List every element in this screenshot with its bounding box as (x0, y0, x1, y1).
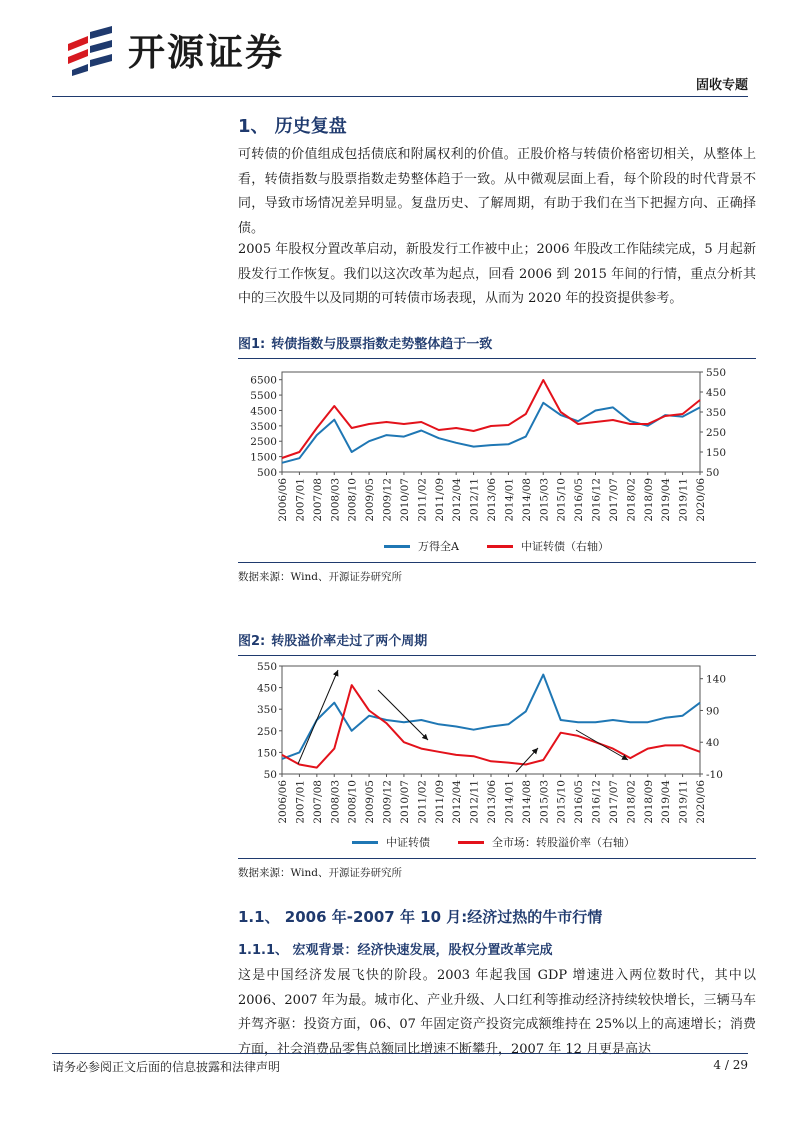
x-axis-tick-label: 2015/03 (538, 478, 551, 522)
legend-swatch-blue (352, 841, 378, 844)
x-axis-tick-label: 2009/05 (364, 780, 377, 824)
x-axis-tick-label: 2011/09 (433, 780, 446, 824)
figure2-chart (238, 660, 756, 832)
x-axis-tick-label: 2012/04 (451, 478, 464, 522)
x-axis-tick-label: 2013/06 (486, 478, 498, 522)
x-axis-tick-label: 2015/03 (538, 780, 551, 824)
legend-label: 万得全A (418, 540, 459, 553)
left-axis-tick-label: 500 (256, 467, 277, 479)
right-axis-tick-label: 50 (706, 467, 720, 479)
header-divider (52, 96, 748, 97)
subsection-heading: 1.1、 2006 年-2007 年 10 月:经济过热的牛市行情 (238, 908, 603, 926)
x-axis-tick-label: 2007/08 (311, 478, 324, 522)
x-axis-tick-label: 2020/06 (695, 478, 707, 522)
x-axis-tick-label: 2013/06 (486, 780, 498, 824)
left-axis-tick-label: 50 (263, 769, 277, 781)
right-axis-tick-label: 250 (706, 427, 727, 439)
left-axis-tick-label: 5500 (250, 390, 277, 403)
report-type: 固收专题 (695, 78, 748, 93)
right-axis-tick-label: -10 (706, 769, 723, 781)
x-axis-tick-label: 2007/01 (294, 780, 307, 824)
x-axis-tick-label: 2008/03 (329, 478, 342, 522)
x-axis-tick-label: 2014/08 (520, 780, 533, 824)
figure1-chart (238, 364, 756, 542)
x-axis-tick-label: 2018/02 (625, 478, 638, 522)
x-axis-tick-label: 2020/06 (695, 780, 707, 824)
right-axis-tick-label: 150 (706, 447, 727, 459)
figure1-legend (384, 538, 609, 554)
x-axis-tick-label: 2009/12 (381, 478, 394, 522)
legend-swatch-blue (384, 545, 410, 548)
right-axis-tick-label: 550 (706, 367, 727, 379)
figure1-label: 图1: (238, 337, 266, 352)
left-axis-tick-label: 550 (256, 661, 277, 673)
brand-name: 开源证券 (128, 31, 284, 74)
x-axis-tick-label: 2017/07 (607, 478, 620, 522)
x-axis-tick-label: 2014/01 (503, 478, 516, 522)
logo-icon (64, 26, 116, 76)
legend-label: 中证转债 (386, 836, 430, 849)
x-axis-tick-label: 2008/03 (329, 780, 342, 824)
x-axis-tick-label: 2018/02 (625, 780, 638, 824)
x-axis-tick-label: 2011/09 (433, 478, 446, 522)
plot-frame (282, 372, 700, 472)
section-heading: 1、 历史复盘 (238, 116, 347, 137)
legend-label: 全市场：转股溢价率（右轴） (492, 836, 635, 849)
paragraph-3: 这是中国经济发展飞快的阶段。2003 年起我国 GDP 增速进入两位数时代，其中以 2006、2007 年为最。城市化、产业升级、人口红利等推动经济持续较快增长，三辆马车并驾齐驱：投资方面，06、07 年固定资产投资完成额维持在 25%以上的高速增长；消费方面，社会消费品零售总额同比增速不断攀升，2007 年 12 月更是高达 (238, 968, 756, 1057)
x-axis-tick-label: 2006/06 (277, 478, 289, 522)
x-axis-tick-label: 2010/07 (398, 780, 411, 824)
x-axis-tick-label: 2012/04 (451, 780, 464, 824)
left-axis-tick-label: 1500 (250, 451, 277, 464)
legend-item (458, 834, 635, 850)
legend-swatch-red (458, 841, 484, 844)
x-axis-tick-label: 2019/04 (660, 478, 673, 522)
legend-item (352, 834, 430, 850)
page-number: 4 / 29 (713, 1058, 748, 1072)
figure2-legend (352, 834, 635, 850)
left-axis-tick-label: 2500 (250, 436, 277, 449)
footer-divider (52, 1053, 748, 1054)
x-axis-tick-label: 2018/09 (642, 780, 655, 824)
x-axis-tick-label: 2016/05 (573, 478, 586, 522)
x-axis-tick-label: 2014/08 (520, 478, 533, 522)
x-axis-tick-label: 2011/02 (416, 478, 429, 522)
footer-disclaimer: 请务必参阅正文后面的信息披露和法律声明 (52, 1060, 281, 1074)
x-axis-tick-label: 2008/10 (346, 478, 359, 522)
x-axis-tick-label: 2015/10 (555, 780, 568, 824)
subsubsection-heading: 1.1.1、 宏观背景：经济快速发展，股权分置改革完成 (238, 943, 553, 958)
left-axis-tick-label: 150 (256, 747, 277, 760)
x-axis-tick-label: 2019/04 (660, 780, 673, 824)
series-line-blue (282, 403, 700, 463)
left-axis-tick-label: 6500 (250, 374, 277, 387)
x-axis-tick-label: 2012/11 (468, 478, 481, 522)
right-axis-tick-label: 90 (706, 705, 720, 718)
left-axis-tick-label: 250 (256, 725, 277, 738)
x-axis-tick-label: 2012/11 (468, 780, 481, 824)
left-axis-tick-label: 350 (256, 704, 277, 717)
x-axis-tick-label: 2009/05 (364, 478, 377, 522)
x-axis-tick-label: 2006/06 (277, 780, 289, 824)
x-axis-tick-label: 2019/11 (677, 478, 690, 522)
figure1-source: 数据来源：Wind、开源证券研究所 (238, 562, 756, 584)
x-axis-tick-label: 2019/11 (677, 780, 690, 824)
legend-swatch-red (487, 545, 513, 548)
x-axis-tick-label: 2017/07 (607, 780, 620, 824)
left-axis-tick-label: 3500 (250, 420, 277, 433)
x-axis-tick-label: 2010/07 (398, 478, 411, 522)
right-axis-tick-label: 140 (706, 673, 727, 686)
trend-arrow (516, 748, 538, 772)
x-axis-tick-label: 2015/10 (555, 478, 568, 522)
left-axis-tick-label: 450 (256, 682, 277, 695)
legend-item (384, 538, 459, 554)
x-axis-tick-label: 2007/08 (311, 780, 324, 824)
x-axis-tick-label: 2016/12 (590, 478, 603, 522)
figure2-source: 数据来源：Wind、开源证券研究所 (238, 858, 756, 880)
right-axis-tick-label: 450 (706, 387, 727, 399)
figure2-title (238, 630, 756, 656)
x-axis-tick-label: 2008/10 (346, 780, 359, 824)
x-axis-tick-label: 2016/12 (590, 780, 603, 824)
figure1-title (238, 333, 756, 359)
x-axis-tick-label: 2009/12 (381, 780, 394, 824)
figure2-caption: 转股溢价率走过了两个周期 (271, 634, 428, 649)
x-axis-tick-label: 2011/02 (416, 780, 429, 824)
paragraph-1: 可转债的价值组成包括债底和附属权利的价值。正股价格与转债价格密切相关，从整体上看，转债指数与股票指数走势整体趋于一致。从中微观层面上看，每个阶段的时代背景不同，导致市场情况差异明显。复盘历史、了解周期，有助于我们在当下把握方向、正确择债。 (238, 147, 756, 236)
x-axis-tick-label: 2018/09 (642, 478, 655, 522)
figure2-label: 图2: (238, 634, 266, 649)
left-axis-tick-label: 4500 (250, 405, 277, 418)
x-axis-tick-label: 2014/01 (503, 780, 516, 824)
legend-item (487, 538, 609, 554)
series-line-red (282, 380, 700, 458)
figure1-caption: 转债指数与股票指数走势整体趋于一致 (271, 337, 493, 352)
trend-arrow (378, 690, 428, 740)
legend-label: 中证转债（右轴） (520, 540, 609, 553)
right-axis-tick-label: 350 (706, 407, 727, 419)
trend-arrow (576, 730, 628, 760)
x-axis-tick-label: 2016/05 (573, 780, 586, 824)
x-axis-tick-label: 2007/01 (294, 478, 307, 522)
series-line-blue (282, 675, 700, 759)
right-axis-tick-label: 40 (706, 737, 720, 750)
paragraph-2: 2005 年股权分置改革启动，新股发行工作被中止；2006 年股改工作陆续完成，5 月起新股发行工作恢复。我们以这次改革为起点，回看 2006 到 2015 年间的行情，重点分析其中的三次股牛以及同期的可转债市场表现，从而为 2020 年的投资提供参考。 (238, 242, 756, 306)
